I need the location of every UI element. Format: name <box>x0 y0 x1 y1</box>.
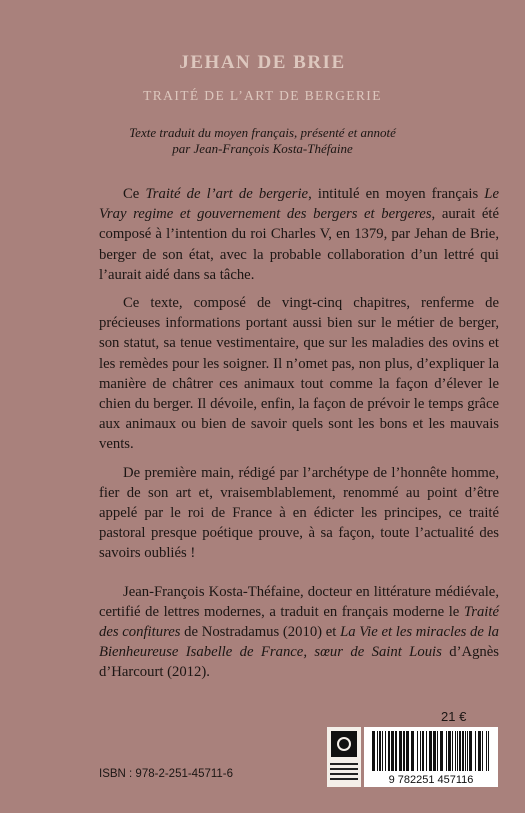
blurb-paragraph-1 <box>99 184 499 285</box>
barcode-bar <box>420 731 421 771</box>
barcode-digits: 9 782251 457116 <box>388 774 474 786</box>
publisher-logo-text-lines <box>330 763 358 783</box>
blurb-paragraph-2: Ce texte, composé de vingt-cinq chapitres, renferme de précieuses informations portant aussi bien sur le métier de berger, son statut, sa tenue vestimentaire, que sur les maladies des ovins et les remèdes pour les soigner. Il n’omet pas, non plus, d’expliquer la manière de châtrer ces animaux tout comme la façon d’élever le chien du berger. Il dévoile, enfin, la façon de prévoir le temps grâce aux animaux ou bien de savoir quels sont les bons et les mauvais vents. <box>99 295 499 453</box>
barcode-bar <box>488 731 489 771</box>
barcode-bar <box>455 731 456 771</box>
barcode-bar <box>448 731 451 771</box>
barcode-bar <box>446 731 447 771</box>
barcode-bar <box>465 731 466 771</box>
italic-title-run: Traité des confitures <box>99 603 499 641</box>
barcode-bar <box>459 731 461 771</box>
credit-line-1: Texte traduit du moyen français, présenté et annoté <box>129 125 396 140</box>
publisher-emblem-icon <box>331 731 357 757</box>
barcode-bar <box>440 731 443 771</box>
barcode-bar <box>478 731 481 771</box>
barcode-bar <box>486 731 487 771</box>
barcode-bar <box>391 731 394 771</box>
barcode-bar <box>422 731 424 771</box>
translator-credit <box>0 125 525 157</box>
text-run: , intitulé en moyen français <box>308 186 485 202</box>
barcode-bar <box>462 731 464 771</box>
barcode-bar <box>379 731 381 771</box>
barcode-bar <box>385 731 386 771</box>
barcode-bar <box>452 731 453 771</box>
translator-bio <box>99 582 499 683</box>
italic-title-run: La Vie et les miracles de la Bienheureuse Isabelle de France, sœur de Saint Louis <box>99 624 499 661</box>
price-label: 21 € <box>441 709 467 724</box>
blurb <box>99 184 499 691</box>
barcode-bar <box>388 731 390 771</box>
text-run: d’Agnès d’Harcourt (2012). <box>99 644 499 681</box>
barcode-bar <box>437 731 438 771</box>
barcode-bar <box>426 731 427 771</box>
barcode-bar <box>399 731 402 771</box>
blurb-paragraph-3: De première main, rédigé par l’archétype de l’honnête homme, fier de son art et, vraisemblablement, renommé au point d’être appelé par le roi de France à en édicter les principes, ce traité pastoral presque poétique prouve, à sa façon, toute l’actualité des savoirs oubliés ! <box>99 464 499 562</box>
barcode-bar <box>417 731 418 771</box>
barcode-bar <box>429 731 432 771</box>
barcode-bar <box>406 731 409 771</box>
barcode-bar <box>457 731 458 771</box>
text-run: Jean-François Kosta-Théfaine, docteur en littérature médiévale, certifié de lettres modernes, a traduit en français moderne le <box>99 583 499 620</box>
barcode-bar <box>467 731 468 771</box>
italic-title-run: Traité de l’art de bergerie <box>145 186 309 202</box>
barcode-bar <box>469 731 472 771</box>
barcode-bar <box>395 731 397 771</box>
italic-title-run: Le Vray regime et gouvernement des bergers et bergeres <box>99 186 499 223</box>
barcode-bar <box>482 731 483 771</box>
author-name: JEHAN DE BRIE <box>179 52 346 73</box>
text-run: de Nostradamus (2010) et <box>180 624 341 641</box>
barcode-bar <box>411 731 414 771</box>
book-title: TRAITÉ DE L’ART DE BERGERIE <box>143 88 382 103</box>
barcode-bar <box>475 731 476 771</box>
isbn: ISBN : 978-2-251-45711-6 <box>99 768 234 780</box>
publisher-logo <box>327 727 361 787</box>
barcode-bar <box>382 731 383 771</box>
barcode-bar <box>403 731 405 771</box>
text-run: , aurait été composé à l’intention du roi Charles V, en 1379, par Jehan de Brie, berger de son état, avec la probable collaboration d’un lettré qui l’aurait aidé dans sa tâche. <box>99 206 499 283</box>
barcode-bar <box>372 731 375 771</box>
barcode <box>364 727 498 787</box>
barcode-icon <box>364 727 498 787</box>
barcode-bar <box>433 731 436 771</box>
credit-line-2: par Jean-François Kosta-Théfaine <box>172 141 353 156</box>
barcode-bar <box>377 731 378 771</box>
text-run: Ce <box>123 186 146 202</box>
